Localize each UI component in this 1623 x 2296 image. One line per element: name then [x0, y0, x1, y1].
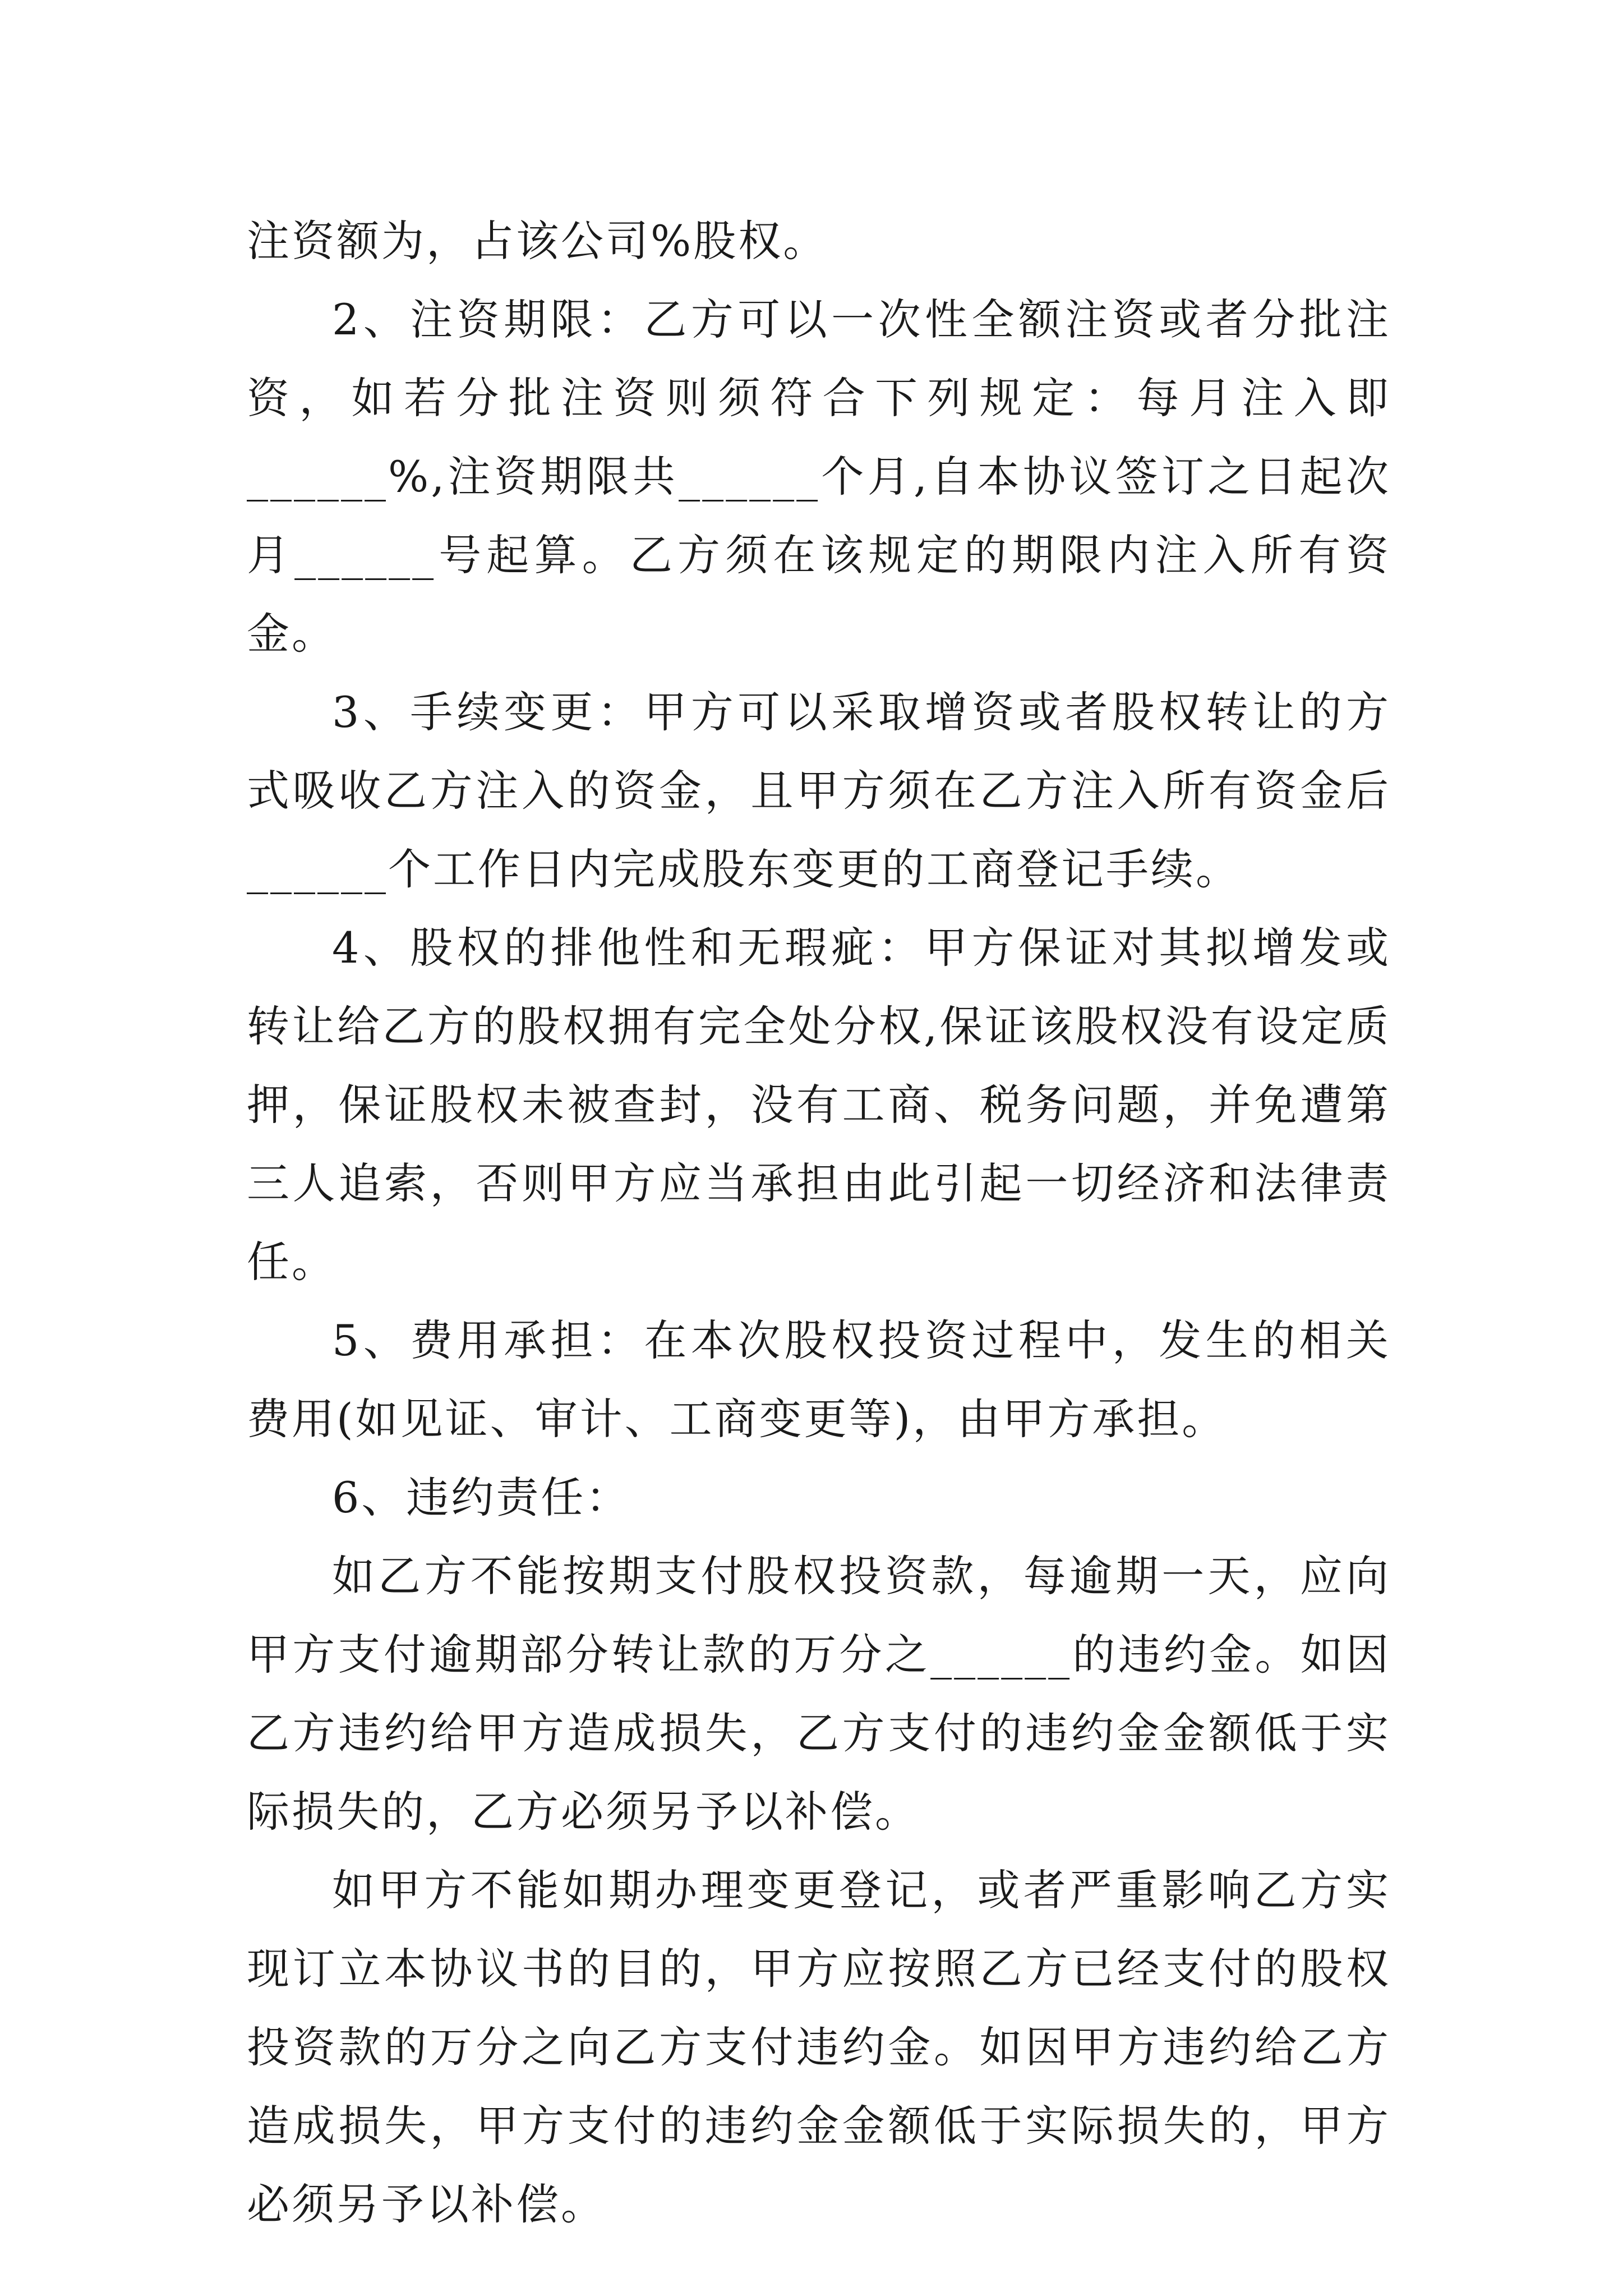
- paragraph-party-b-breach: 如乙方不能按期支付股权投资款，每逾期一天，应向甲方支付逾期部分转让款的万分之______的违约金。如因乙方违约给甲方造成损失，乙方支付的违约金金额低于实际损失的，乙方必须另予以补偿。: [247, 1551, 1391, 1837]
- paragraph-expense-bearing: 5、费用承担：在本次股权投资过程中，发生的相关费用(如见证、审计、工商变更等)，由甲方承担。: [247, 1315, 1391, 1444]
- paragraph-procedure-change: 3、手续变更：甲方可以采取增资或者股权转让的方式吸收乙方注入的资金，且甲方须在乙方注入所有资金后______个工作日内完成股东变更的工商登记手续。: [247, 687, 1391, 894]
- paragraph-party-a-breach: 如甲方不能如期办理变更登记，或者严重影响乙方实现订立本协议书的目的，甲方应按照乙方已经支付的股权投资款的万分之向乙方支付违约金。如因甲方违约给乙方造成损失，甲方支付的违约金金额低于实际损失的，甲方必须另予以补偿。: [247, 1865, 1391, 2229]
- paragraph-equity-exclusivity: 4、股权的排他性和无瑕疵：甲方保证对其拟增发或转让给乙方的股权拥有完全处分权,保证该股权没有设定质押，保证股权未被查封，没有工商、税务问题，并免遭第三人追索，否则甲方应当承担由此引起一切经济和法律责任。: [247, 923, 1391, 1287]
- paragraph-contribution-amount: 注资额为，占该公司%股权。: [247, 216, 828, 266]
- paragraph-breach-liability-heading: 6、违约责任：: [332, 1473, 631, 1522]
- paragraph-contribution-period: 2、注资期限：乙方可以一次性全额注资或者分批注资，如若分批注资则须符合下列规定：每月注入即______%,注资期限共______个月,自本协议签订之日起次月______号起算。乙方须在该规定的期限内注入所有资金。: [247, 295, 1391, 659]
- document-body: [247, 202, 1391, 2244]
